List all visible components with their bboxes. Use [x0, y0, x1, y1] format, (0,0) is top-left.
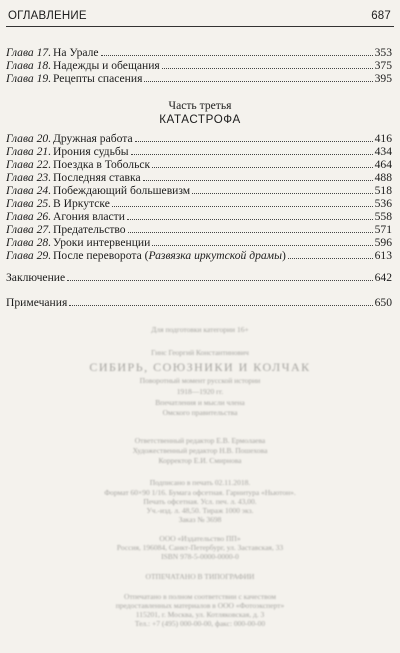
imprint-line: 115201, г. Москва, ул. Котляковская, д. 3: [135, 610, 265, 619]
chapter-title: После переворота (Развязка иркутской драмы): [53, 249, 286, 262]
chapter-title: На Урале: [53, 46, 99, 59]
header-rule: [6, 26, 394, 27]
notes-page: 650: [374, 296, 392, 309]
imprint-line: Печать офсетная. Усл. печ. л. 43,00.: [143, 497, 257, 506]
imprint-line: ООО «Издательство ПП»: [159, 534, 241, 543]
chapter-number: Глава 27.: [6, 223, 52, 236]
imprint-line: СИБИРЬ, СОЮЗНИКИ И КОЛЧАК: [89, 360, 311, 374]
toc-entry[interactable]: [6, 223, 392, 236]
toc-entry-notes[interactable]: [6, 296, 392, 309]
imprint-line: Художественный редактор Н.В. Пошехова: [132, 446, 268, 455]
toc-entry[interactable]: [6, 249, 392, 262]
running-header-title: ОГЛАВЛЕНИЕ: [8, 10, 87, 22]
chapter-page: 395: [374, 72, 392, 85]
chapter-title: Поездка в Тобольск: [53, 158, 151, 171]
chapter-number: Глава 17.: [6, 46, 52, 59]
toc-entry[interactable]: [6, 236, 392, 249]
imprint-line: Заказ № 3698: [178, 515, 222, 524]
chapter-title: Побеждающий большевизм: [53, 184, 191, 197]
dot-leader: [131, 154, 373, 155]
part-subtitle: Часть третья: [168, 99, 232, 112]
chapter-page: 571: [374, 223, 392, 236]
chapter-page: 416: [374, 132, 392, 145]
conclusion-page: 642: [374, 271, 392, 284]
imprint-line: Подписано в печать 02.11.2018.: [149, 478, 251, 487]
chapter-page: 536: [374, 197, 392, 210]
dot-leader: [152, 167, 372, 168]
chapter-page: 613: [374, 249, 392, 262]
part-title: КАТАСТРОФА: [159, 113, 241, 126]
chapter-title: Рецепты спасения: [53, 72, 143, 85]
imprint-line: Гинс Георгий Константинович: [151, 348, 249, 357]
imprint-line: Корректор Е.И. Смирнова: [158, 456, 242, 465]
toc-entry-conclusion[interactable]: [6, 271, 392, 284]
imprint-line: Ответственный редактор Е.В. Ермолаева: [134, 436, 266, 445]
chapter-number: Глава 20.: [6, 132, 52, 145]
chapter-number: Глава 25.: [6, 197, 52, 210]
toc-entry[interactable]: [6, 72, 392, 85]
chapter-page: 375: [374, 59, 392, 72]
conclusion-title: Заключение: [6, 271, 66, 284]
dot-leader: [112, 206, 373, 207]
dot-leader: [67, 280, 372, 281]
chapter-page: 353: [374, 46, 392, 59]
chapter-title-italic: Развязка иркутской драмы: [148, 249, 282, 262]
chapter-title: Ирония судьбы: [53, 145, 129, 158]
dot-leader: [143, 180, 373, 181]
chapter-title: Дружная работа: [53, 132, 133, 145]
dot-leader: [144, 81, 372, 82]
imprint-line: 1918—1920 гг.: [176, 387, 224, 396]
chapter-page: 488: [374, 171, 392, 184]
imprint-line: Поворотный момент русской истории: [139, 376, 261, 385]
running-header: [8, 10, 391, 22]
toc-entry[interactable]: [6, 145, 392, 158]
toc-entry[interactable]: [6, 46, 392, 59]
imprint-line: ОТПЕЧАТАНО В ТИПОГРАФИИ: [145, 572, 255, 581]
dot-leader: [192, 193, 372, 194]
imprint-line: Формат 60×90 1/16. Бумага офсетная. Гарнитура «Ньютон».: [104, 488, 296, 497]
toc-entry[interactable]: [6, 59, 392, 72]
toc-entry[interactable]: [6, 210, 392, 223]
chapter-title: Предательство: [53, 223, 126, 236]
imprint-line: Тел.: +7 (495) 000-00-00, факс: 000-00-00: [134, 619, 266, 628]
imprint-line: Уч.-изд. л. 48,50. Тираж 1000 экз.: [146, 506, 254, 515]
dot-leader: [127, 219, 373, 220]
chapter-number: Глава 24.: [6, 184, 52, 197]
chapter-page: 464: [374, 158, 392, 171]
chapter-title: Последняя ставка: [53, 171, 141, 184]
imprint-line: ISBN 978-5-0000-0000-0: [161, 552, 239, 561]
page-number: 687: [371, 10, 391, 22]
chapter-title: Надежды и обещания: [53, 59, 160, 72]
chapter-number: Глава 22.: [6, 158, 52, 171]
chapter-number: Глава 23.: [6, 171, 52, 184]
chapter-title: Уроки интервенции: [53, 236, 151, 249]
dot-leader: [135, 141, 373, 142]
dot-leader: [162, 68, 373, 69]
toc-entry[interactable]: [6, 197, 392, 210]
imprint-line: Омского правительства: [162, 408, 238, 417]
toc-entry[interactable]: [6, 171, 392, 184]
chapter-page: 596: [374, 236, 392, 249]
imprint-line: предоставленных материалов в ООО «Фотоэксперт»: [115, 601, 285, 610]
imprint-line: Отпечатано в полном соответствии с качеством: [124, 592, 276, 601]
chapter-number: Глава 26.: [6, 210, 52, 223]
chapter-number: Глава 28.: [6, 236, 52, 249]
chapter-page: 518: [374, 184, 392, 197]
imprint-line: Впечатления и мысли члена: [155, 398, 245, 407]
dot-leader: [288, 258, 373, 259]
imprint-line: Для подготовки категории 16+: [151, 325, 249, 334]
chapter-page: 434: [374, 145, 392, 158]
chapter-number: Глава 19.: [6, 72, 52, 85]
toc-entry[interactable]: [6, 184, 392, 197]
chapter-number: Глава 18.: [6, 59, 52, 72]
chapter-number: Глава 21.: [6, 145, 52, 158]
imprint-line: Россия, 196084, Санкт-Петербург, ул. Заставская, 33: [116, 543, 284, 552]
chapter-title-main: После переворота: [53, 249, 142, 262]
notes-title: Примечания: [6, 296, 68, 309]
toc-entry[interactable]: [6, 132, 392, 145]
toc-entry[interactable]: [6, 158, 392, 171]
dot-leader: [128, 232, 373, 233]
dot-leader: [69, 305, 372, 306]
dot-leader: [152, 245, 372, 246]
chapter-page: 558: [374, 210, 392, 223]
chapter-title: В Иркутске: [53, 197, 110, 210]
chapter-number: Глава 29.: [6, 249, 52, 262]
dot-leader: [101, 55, 373, 56]
chapter-title: Агония власти: [53, 210, 125, 223]
